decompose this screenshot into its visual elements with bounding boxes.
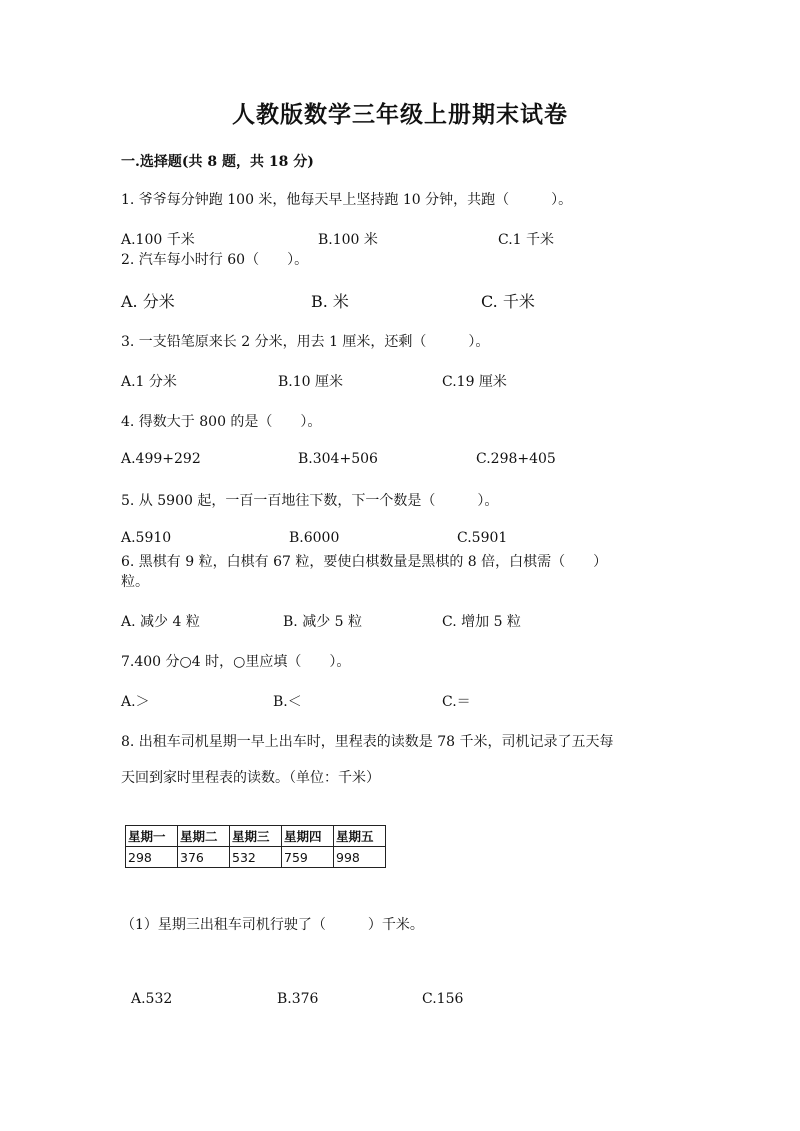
q3-option-b: B.10 厘米 <box>278 374 344 390</box>
table-header-cell: 星期五 <box>334 826 386 847</box>
question-3: 3. 一支铅笔原来长 2 分米，用去 1 厘米，还剩（ ）。 <box>121 334 490 350</box>
table-cell: 532 <box>230 847 282 868</box>
question-4: 4. 得数大于 800 的是（ ）。 <box>121 414 322 430</box>
question-5: 5. 从 5900 起，一百一百地往下数，下一个数是（ ）。 <box>121 493 499 509</box>
q7-option-c: C.＝ <box>442 694 471 710</box>
q7-option-b: B.＜ <box>273 694 302 710</box>
q1-option-b: B.100 米 <box>318 232 378 248</box>
q1-option-a: A.100 千米 <box>121 232 195 248</box>
q4-option-a: A.499+292 <box>121 451 201 467</box>
subquestion-1: （1）星期三出租车司机行驶了（ ）千米。 <box>121 917 424 933</box>
mileage-table <box>125 825 386 868</box>
table-header-cell: 星期一 <box>126 826 178 847</box>
question-8: 8. 出租车司机星期一早上出车时，里程表的读数是 78 千米，司机记录了五天每 <box>121 734 614 750</box>
q5-option-b: B.6000 <box>289 530 340 546</box>
table-cell: 759 <box>282 847 334 868</box>
table-header-cell: 星期二 <box>178 826 230 847</box>
page-title: 人教版数学三年级上册期末试卷 <box>232 101 568 128</box>
table-cell: 298 <box>126 847 178 868</box>
question-6: 6. 黑棋有 9 粒，白棋有 67 粒，要使白棋数量是黑棋的 8 倍，白棋需（ ） <box>121 554 608 570</box>
question-8-cont: 天回到家时里程表的读数。（单位：千米） <box>121 770 380 786</box>
q2-option-b: B. 米 <box>311 292 349 311</box>
q2-option-c: C. 千米 <box>481 292 535 311</box>
table-row <box>126 847 386 868</box>
q6-option-a: A. 减少 4 粒 <box>121 614 200 630</box>
q5-option-a: A.5910 <box>121 530 172 546</box>
section-heading: 一.选择题(共 8 题，共 18 分) <box>121 154 314 170</box>
question-1: 1. 爷爷每分钟跑 100 米，他每天早上坚持跑 10 分钟，共跑（ ）。 <box>121 192 573 208</box>
q4-option-c: C.298+405 <box>476 451 556 467</box>
table-cell: 376 <box>178 847 230 868</box>
q5-option-c: C.5901 <box>457 530 508 546</box>
table-header-row <box>126 826 386 847</box>
q8-option-b: B.376 <box>277 991 319 1007</box>
q3-option-c: C.19 厘米 <box>442 374 507 390</box>
q8-option-a: A.532 <box>131 991 173 1007</box>
q3-option-a: A.1 分米 <box>121 374 177 390</box>
question-2: 2. 汽车每小时行 60（ ）。 <box>121 252 309 268</box>
q4-option-b: B.304+506 <box>298 451 378 467</box>
table-header-cell: 星期四 <box>282 826 334 847</box>
q6-option-c: C. 增加 5 粒 <box>442 614 521 630</box>
q7-option-a: A.＞ <box>121 694 150 710</box>
question-7: 7.400 分○4 时，○里应填（ ）。 <box>121 654 351 670</box>
table-header-cell: 星期三 <box>230 826 282 847</box>
q1-option-c: C.1 千米 <box>498 232 555 248</box>
question-6-cont: 粒。 <box>121 574 149 590</box>
q6-option-b: B. 减少 5 粒 <box>283 614 362 630</box>
q8-option-c: C.156 <box>422 991 464 1007</box>
q2-option-a: A. 分米 <box>121 292 175 311</box>
table-cell: 998 <box>334 847 386 868</box>
